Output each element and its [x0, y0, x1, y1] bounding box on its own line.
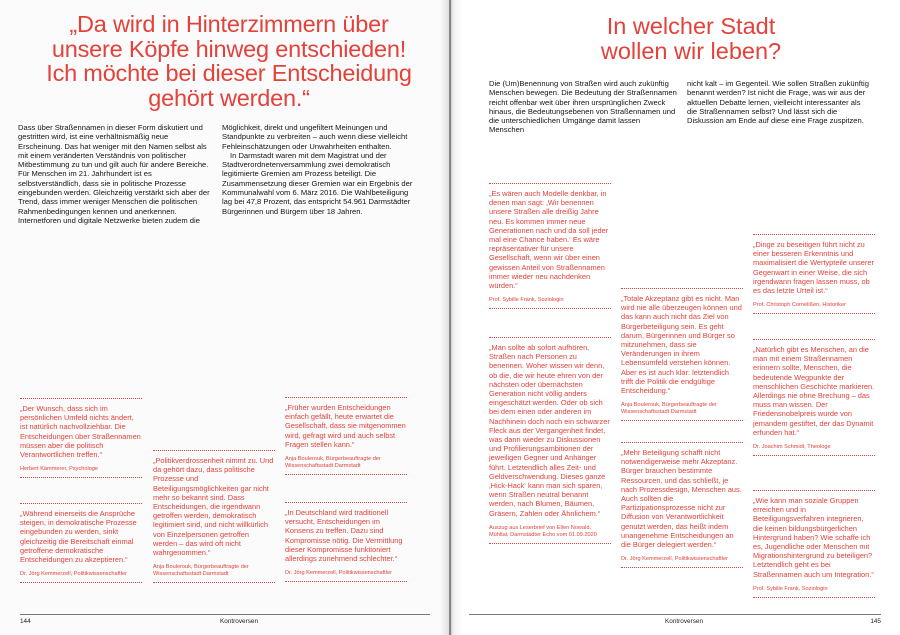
left-body-paragraph: Möglichkeit, direkt und ungefiltert Meinungen und Standpunkte zu verbreiten – auch wenn diese vielleicht Fehleinschätzungen oder Unwahrheiten enthalten.: [222, 123, 408, 151]
quote-text: „Dinge zu beseitigen führt nicht zu einer besseren Erkenntnis und maximalisiert die Wertурteile unserer Gegenwart in einer Weise, die sich irgendwann fragen lassen muss, ob es das letzte Urteil ist.“: [753, 240, 874, 296]
quote-block: [753, 490, 875, 598]
quote-attribution: Dr. Joachim Schmidt, Theologe: [753, 444, 831, 451]
left-page: [0, 0, 449, 635]
quote-text: „Während einerseits die Ansprüche steigen, in demokratische Prozesse eingebunden zu werden, sinkt gleichzeitig die Bereitschaft einmal getroffene demokratische Entscheidungen zu akzeptieren.“: [20, 509, 137, 565]
section-name: Kontroversen: [220, 618, 259, 625]
left-headline: „Da wird in Hinterzimmern über unsere Köpfe hinweg entschieden! Ich möchte bei dieser Entscheidung gehört werden.“: [46, 11, 412, 111]
quote-text: „Früher wurden Entscheidungen einfach gefällt, heute erwartet die Gesellschaft, dass sie mitgenommen wird, gefragt wird und auch selbst Fragen stellen kann.“: [285, 403, 406, 449]
quote-block: [285, 502, 407, 582]
quote-text: „Natürlich gibt es Menschen, an die man mit einem Straßennamen erinnern sollte, Menschen, die bedeutende Wegpunkte der menschlichen Geschichte markieren. Allerdings nie ohne Brechung – das muss man wissen. Der Friedensnobelpreis wurde von jemandem gestiftet, der das Dynamit erfunden hat.“: [753, 345, 875, 437]
quote-attribution: Prof. Sybille Frank, Soziologin: [753, 585, 828, 592]
right-body-paragraph: Die (Um)Benennung von Straßen wird auch zukünftig Menschen bewegen. Die Bedeutung der Straßennamen reicht offenbar weit über ihren ursprünglichen Zweck hinaus, die Bedeutungsebenen von Straßennamen und die unterschiedlichen Umgänge damit lassen Menschen: [489, 79, 677, 135]
quote-block: [621, 288, 743, 421]
quote-attribution: Anja Boulerouk, Bürgerbeauftragte der Wissenschaftsstadt Darmstadt: [153, 564, 249, 578]
page-number: 144: [20, 618, 31, 625]
quote-text: „Der Wunsch, dass sich im persönlichen Umfeld nichts ändert, ist natürlich nachvollziehbar. Die Entscheidungen über Straßennamen müssen aber die politisch Verantwortlichen treffen.“: [20, 404, 141, 460]
quote-attribution: Prof. Sybille Frank, Soziologin: [489, 297, 564, 304]
right-body-paragraph: nicht kalt – im Gegenteil. Wie sollen Straßen zukünftig benannt werden? Ist nicht die Frage, was wir aus der aktuellen Debatte lernen, vielleicht interessanter als die Straßennamen selbst? Und lässt sich die Diskussion am Ende auf diese eine Frage zuspitzen.: [687, 79, 869, 126]
quote-block: [20, 503, 142, 583]
left-body-column-2: [222, 123, 418, 216]
quote-attribution: Dr. Jörg Kemmerzell, Politikwissenschaftler: [20, 571, 127, 578]
quote-text: „Wie kann man soziale Gruppen erreichen und in Beteiligungsverfahren integrieren, die keinen bildungsbürgerlichen Hintergrund haben? Wie schaffe ich es, Jugendliche oder Menschen mit Migrationshintergrund zu beteiligen? Letztendlich geht es bei Straßennamen auch um Integration.“: [753, 496, 874, 579]
page-number: 145: [870, 618, 881, 625]
quote-text: „Mehr Beteiligung schafft nicht notwendigerweise mehr Akzeptanz. Bürger brauchen bestimmte Ressourcen, und das schließt, je nach Prozessdesign, Menschen aus. Auch sollten die Partizipationsprozesse nicht zur Diffusion von Verantwortlichkeit genutzt werden, das heißt indem unangenehme Entscheidungen an die Bürger delegiert werden.“: [621, 448, 742, 550]
quote-attribution: Anja Boulerouk, Bürgerbeauftragte der Wissenschaftsstadt Darmstadt: [285, 456, 381, 470]
right-footer: [469, 614, 881, 625]
quote-block: [285, 397, 407, 475]
quote-block: [489, 337, 611, 544]
right-body-column-1: [489, 79, 677, 135]
quote-block: [621, 442, 743, 568]
left-footer: [20, 614, 430, 625]
right-body-column-2: [687, 79, 871, 125]
quote-block: [753, 234, 875, 314]
left-body-paragraph: Dass über Straßennamen in dieser Form diskutiert und gestritten wird, ist eine verhältnismäßig neue Erscheinung. Das hat weniger mit den Namen selbst als mit einem veränderten Verständnis von politischer Mitbestimmung zu tun und gilt auch für andere Bereiche. Für Menschen im 21. Jahrhundert ist es selbstverständlich, dass sie in politische Prozesse eingebunden werden. Gleichzeitig verstärkt sich aber der Trend, dass immer weniger Menschen die politischen Rahmenbedingungen kennen und anerkennen. Internetforen und digitale Netzwerke bieten zudem die: [18, 123, 210, 225]
quote-block: [153, 450, 275, 583]
quote-attribution: Dr. Jörg Kemmerzell, Politikwissenschaftler: [285, 570, 392, 577]
quote-text: „In Deutschland wird traditionell versucht, Entscheidungen im Konsens zu treffen. Dazu sind Kompromisse nötig. Die Vermittlung dieser Kompromisse funktioniert allerdings zunehmend schlechter.“: [285, 508, 403, 564]
quote-attribution: Dr. Jörg Kemmerzell, Politikwissenschaftler: [621, 556, 728, 563]
quote-attribution: Prof. Christoph Cornelißen, Historiker: [753, 302, 846, 309]
quote-attribution: Auszug aus Leserbrief von Ellen Nowald, Mühltal, Darmstädter Echo vom 01.09.2020: [489, 524, 597, 538]
quote-text: „Politikverdrossenheit nimmt zu. Und da gehört dazu, dass politische Prozesse und Beteiligungsmöglichkeiten gar nicht mehr so bekannt sind. Dass Entscheidungen, die irgendwann getroffen werden, demokratisch legitimiert sind, und nicht willkürlich von Einzelpersonen getroffen werden – das wird oft nicht wahrgenommen.“: [153, 456, 274, 558]
quote-block: [489, 183, 611, 309]
right-page: [451, 0, 900, 635]
quote-text: „Totale Akzeptanz gibt es nicht. Man wird nie alle überzeugen können und das kann auch nicht das Ziel von Bürgerbeteiligung sein. Es geht darum, Bürgerinnen und Bürger so mitzunehmen, dass sie Veränderungen in ihrem Lebensumfeld verstehen können. Aber es ist auch klar: letztendlich trifft die Politik die endgültige Entscheidung.“: [621, 294, 742, 396]
left-body-paragraph: In Darmstadt waren mit dem Magistrat und der Stadtverordnetenversammlung zwei demokratisch legitimierte Gremien am Prozess beteiligt. Die Zusammensetzung dieser Gremien war ein Ergebnis der Kommunalwahl vom 6. März 2016. Die Wahlbeteiligung lag bei 47,8 Prozent, das entspricht 54.961 Darmstädter Bürgerinnen und Bürgern über 18 Jahren.: [222, 150, 413, 216]
right-headline: In welcher Stadt wollen wir leben?: [600, 13, 782, 64]
quote-attribution: Herbert Kämmerer, Psychologe: [20, 466, 99, 473]
quote-text: „Man sollte ab sofort aufhören, Straßen nach Personen zu benennen. Woher wissen wir denn, ob die, die wir heute ehren von der nächsten oder übernächsten Generation nicht völlig anders eingeschätzt werden. Oder ob sich bei dem einen oder anderen im Nachhinein doch noch ein schwarzer Fleck aus der Vergangenheit findet, was dann wieder zu Diskussionen und Profilierungsambitionen der jeweiligen Gegner und Anhänger führt. Letztendlich alles Zeit- und Geldverschwendung. Dieses ganze ‚Hick-Hack‘ kann man sich sparen, wenn Straßen neutral benannt werden, nach Blumen, Bäumen, Gräsern, Zahlen oder Ähnlichem.“: [489, 343, 610, 518]
quote-attribution: Anja Boulerouk, Bürgerbeauftragte der Wissenschaftsstadt Darmstadt: [621, 402, 717, 416]
left-body-column-1: [18, 123, 212, 225]
quote-text: „Es wären auch Modelle denkbar, in denen man sagt: ‚Wir benennen unsere Straßen alle dreißig Jahre neu. Es kommen immer neue Generationen nach und da soll jeder mal eine Chance haben.‘ Es wäre repräsentativer für unsere Gesellschaft, wenn wir über einen gewissen Anteil von Straßennamen immer wieder neu nachdenken würden.“: [489, 189, 609, 291]
quote-block: [753, 339, 875, 456]
section-name: Kontroversen: [665, 618, 704, 625]
quote-block: [20, 398, 142, 478]
